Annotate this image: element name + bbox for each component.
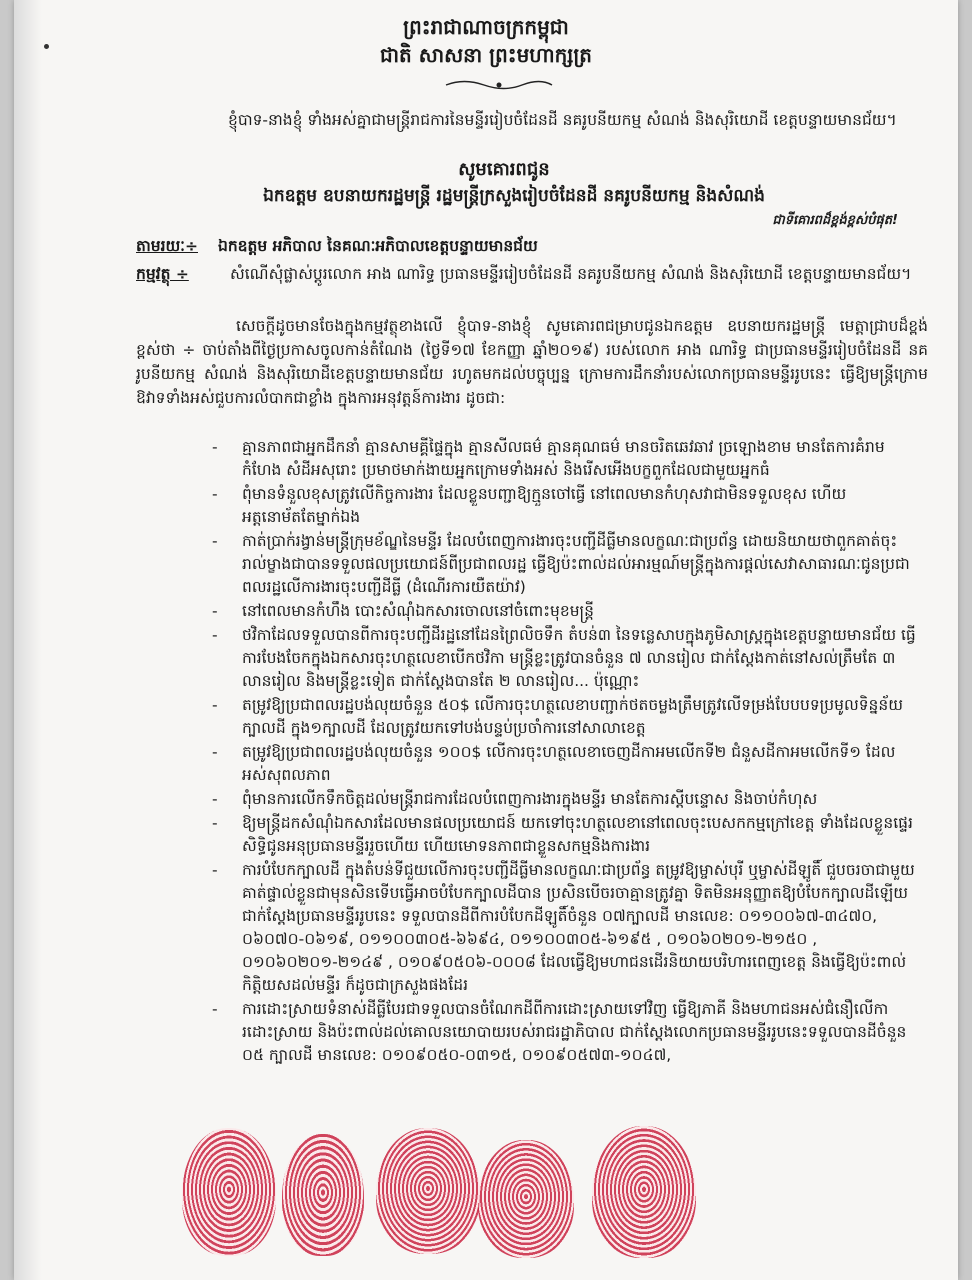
title-line-3: ជាទីគោរពដ៏ខ្ពង់ខ្ពស់បំផុត! [772,213,898,228]
subject-line [136,262,926,286]
via-text: ឯកឧត្តម អភិបាល នៃគណៈអភិបាលខេត្តបន្ទាយមានជ័យ [218,237,538,255]
fingerprint-3 [376,1128,480,1254]
issues-list [226,436,916,1068]
subject-text: សំណើសុំផ្លាស់ប្តូរលោក អាង ណារិទ្ធ ប្រធានមន្ទីររៀបចំដែនដី នគរូបនីយកម្ម សំណង់ និងសុរិយោដី ខេត្តបន្ទាយមានជ័យ។ [230,265,912,283]
main-paragraph: សេចក្តីដូចមានចែងក្នុងកម្មវត្ថុខាងលើ ខ្ញុំបាទ-នាងខ្ញុំ សូមគោរពជម្រាបជូនឯកឧត្តម ឧបនាយករដ្ឋមន្ត្រី មេត្តាជ្រាបដ៏ខ្ពង់ខ្ពស់ថា ÷ ចាប់តាំងពីថ្ងៃប្រកាសចូលកាន់តំណែង (ថ្ងៃទី១៧ ខែកញ្ញា ឆ្នាំ២០១៩) របស់លោក អាង ណារិទ្ធ ជាប្រធានមន្ទីររៀបចំដែនដី នគរូបនីយកម្ម សំណង់ និងសុរិយោដីខេត្តបន្ទាយមានជ័យ រហូតមកដល់បច្ចុប្បន្ន ក្រោមការដឹកនាំរបស់លោកប្រធានមន្ទីររូបនេះ ធ្វើឱ្យមន្ត្រីក្រោមឱវាទទាំងអស់ជួបការលំបាកជាខ្លាំង ក្នុងការអនុវត្តន៍ការងារ ដូចជា: [136,317,928,407]
fingerprint-2 [282,1134,364,1256]
list-item: - ការដោះស្រាយទំនាស់ដីធ្លីបែរជាទទួលបានចំណែកដីពីការដោះស្រាយទៅវិញ ធ្វើឱ្យភាគី និងមហាជនអស់ជំនឿលើការដោះស្រាយ និងប៉ះពាល់ដល់គោលនយោបាយរបស់រាជរដ្ឋាភិបាល ជាក់ស្តែងលោកប្រធានមន្ទីររូបនេះទទួលបានដីចំនួន ០៥ ក្បាលដី មានលេខ: ០១០៩០៥០-០៣១៥, ០១០៩០៥៧៣-១០៤៧, [226,998,916,1067]
motto-header: ជាតិ សាសនា ព្រះមហាក្សត្រ [380,43,592,67]
subject-label: កម្មវត្ថុ ÷ [136,265,189,283]
title-line-1: សូមគោរពជូន [458,159,550,180]
list-item: - តម្រូវឱ្យប្រជាពលរដ្ឋបង់លុយចំនួន ៥០$ លើការចុះហត្ថលេខាបញ្ជាក់ថតចម្លងត្រឹមត្រូវលើទម្រង់បែបបទប្រមូលទិន្នន័យក្បាលដី ក្នុង១ក្បាលដី ដែលត្រូវយកទៅបង់បន្ទប់ប្រចាំការនៅសាលាខេត្ត [226,694,916,740]
document-page [14,0,958,1280]
list-item: - ការបំបែកក្បាលដី ក្នុងតំបន់ទីជួយលើការចុះបញ្ជីដីធ្លីមានលក្ខណៈជាប្រព័ន្ធ តម្រូវឱ្យម្ចាស់បុរី ឬម្ចាស់ដីឡូតិ៍ ជួបចរចាជាមួយគាត់ផ្ទាល់ខ្លួនជាមុនសិនទើបធ្វើអាចបំបែកក្បាលដីបាន ប្រសិនបើចរចាគ្មានត្រូវគ្នា ទិតមិនអនុញ្ញាតឱ្យបំបែកក្បាលដីឡើយ ជាក់ស្តែងប្រធានមន្ទីររូបនេះ ទទួលបានដីពីការបំបែកដីឡូតិ៍ចំនួន ០៧ក្បាលដី មានលេខ: ០១១០០៦៧-៣៤៧០, ០៦០៧០-០៦១៩, ០១១០០៣០៥-៦៦៩៤, ០១១០០៣០៥-៦១៩៥ , ០១០៦០២០១-២១៥០ , ០១០៦០២០១-២១៤៩ , ០១០៩០៥០៦-០០០៨ ដែលធ្វើឱ្យមហាជនដើរនិយាយបរិហារពេញខេត្ត និងធ្វើឱ្យប៉ះពាល់កិត្តិយសដល់មន្ទីរ ក៏ដូចជាក្រសួងផងដែរ [226,859,916,997]
list-item: - ពុំមានទំនួលខុសត្រូវលើកិច្ចការងារ ដែលខ្លួនបញ្ជាឱ្យក្មួនចៅធ្វើ នៅពេលមានកំហុសវាជាមិនទទួលខុស ហើយអត្តនោម័តតែម្នាក់ឯង [226,483,916,529]
list-item: - ពុំមានការលើកទឹកចិត្តដល់មន្ត្រីរាជការដែលបំពេញការងារក្នុងមន្ទីរ មានតែការស្តីបន្ទោស និងចាប់កំហុស [226,788,916,811]
list-item: - គ្មានភាពជាអ្នកដឹកនាំ គ្មានសាមគ្គីផ្ទៃក្នុង គ្មានសីលធម៌ គ្មានគុណធម៌ មានចរិតឆេវឆាវ ច្រឡោងខាម មានតែការគំរាមកំហែង សំដីអសុរោះ ប្រមាថមាក់ងាយអ្នកក្រោមទាំងអស់ និងរើសអើងបក្ខពួកដែលជាមួយអ្នកធំ [226,436,916,482]
fingerprint-5 [592,1126,696,1258]
fingerprint-4 [478,1140,574,1258]
list-item: - នៅពេលមានកំហឹង បោះសំណុំឯកសារចោលនៅចំពោះមុខមន្ត្រី [226,600,916,623]
list-item: - ថវិកាដែលទទួលបានពីការចុះបញ្ជីដីរដ្ឋនៅដែនព្រៃលិចទឹក តំបន់៣ នៃទន្លេសាបក្នុងភូមិសាស្ត្រក្នុងខេត្តបន្ទាយមានជ័យ ធ្វើការបែងចែកក្នុងឯកសារចុះហត្ថលេខាបើកថវិកា មន្ត្រីខ្លះត្រូវបានចំនួន ៧ លានរៀល ជាក់ស្តែងកាត់នៅសល់ត្រឹមតែ ៣ លានរៀល និងមន្ត្រីខ្លះទៀត ជាក់ស្តែងបានតែ ២ លានរៀល... ប៉ុណ្ណោះ [226,624,916,693]
kingdom-header: ព្រះរាជាណាចក្រកម្ពុជា [403,15,569,39]
page-gutter [14,0,42,1280]
via-line [136,234,926,258]
header-ornament [444,78,554,92]
list-item: - កាត់ប្រាក់រង្វាន់មន្ត្រីក្រុមខ័ណ្ឌនៃមន្ទីរ ដែលបំពេញការងារចុះបញ្ជីដីធ្លីមានលក្ខណៈជាប្រព័ន្ធ ដោយនិយាយថាពួកគាត់ចុះរាល់ម្ខាងជាបានទទួលផលប្រយោជន៍ពីប្រជាពលរដ្ឋ ធ្វើឱ្យប៉ះពាល់ដល់អារម្មណ៍មន្ត្រីក្នុងការផ្តល់សេវាសាធារណៈជូនប្រជាពលរដ្ឋលើការងារចុះបញ្ជីដីធ្លី (ដំណើរការយឺតយ៉ាវ) [226,530,916,599]
list-item: - ឱ្យមន្ត្រីដកសំណុំឯកសារដែលមានផលប្រយោជន៍ យកទៅចុះហត្ថលេខានៅពេលចុះបេសកកម្មក្រៅខេត្ត ទាំងដែលខ្លួនផ្ទេរសិទ្ធិជូនអនុប្រធានមន្ទីររួចហើយ ហើយមោទនភាពជាខ្លួនសកម្មនិងការងារ [226,812,916,858]
via-label: តាមរយៈ÷ [136,237,198,255]
fingerprint-1 [182,1128,276,1256]
intro-paragraph: ខ្ញុំបាទ-នាងខ្ញុំ ទាំងអស់គ្នាជាមន្ត្រីរាជការនៃមន្ទីររៀបចំដែនដី នគរូបនីយកម្ម សំណង់ និងសុរិយោដី ខេត្តបន្ទាយមានជ័យ។ [228,111,897,129]
list-item: - តម្រូវឱ្យប្រជាពលរដ្ឋបង់លុយចំនួន ១០០$ លើការចុះហត្ថលេខាចេញដីកាអមលើកទី២ ជំនួសដីកាអមលើកទី១ ដែលអស់សុពលភាព [226,741,916,787]
title-line-2: ឯកឧត្តម ឧបនាយករដ្ឋមន្ត្រី រដ្ឋមន្ត្រីក្រសួងរៀបចំដែនដី នគរូបនីយកម្ម និងសំណង់ [263,186,765,206]
